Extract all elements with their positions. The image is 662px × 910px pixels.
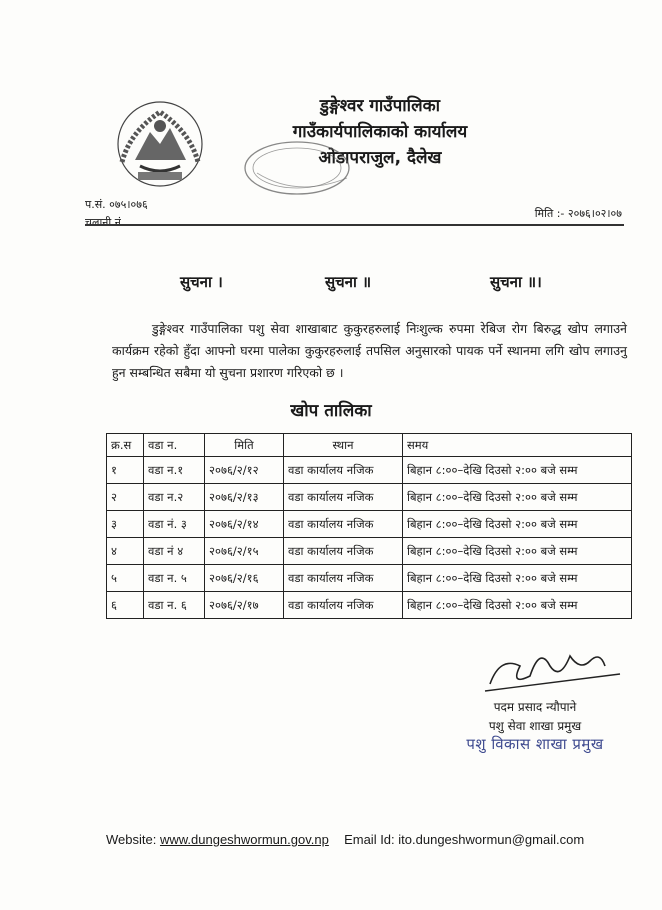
signature-icon bbox=[480, 636, 630, 696]
contact-footer bbox=[106, 832, 584, 847]
cell-date: २०७६/२/१३ bbox=[205, 484, 284, 511]
cell-ward: वडा न. ५ bbox=[144, 565, 205, 592]
website-link[interactable]: www.dungeshwormun.gov.np bbox=[159, 832, 329, 847]
schedule-title: खोप तालिका bbox=[290, 401, 372, 421]
header-serial: क्र.स bbox=[107, 434, 144, 457]
notice-heading-1: सुचना । bbox=[180, 273, 223, 291]
cell-place: वडा कार्यालय नजिक bbox=[284, 538, 403, 565]
document-date: मिति :- २०७६।०२।०७ bbox=[534, 207, 622, 220]
nepal-emblem-icon bbox=[110, 92, 210, 192]
cell-serial: ५ bbox=[107, 565, 144, 592]
notice-heading-2: सुचना ॥ bbox=[325, 273, 372, 291]
table-row bbox=[107, 457, 632, 484]
cell-serial: २ bbox=[107, 484, 144, 511]
cell-ward: वडा न. ६ bbox=[144, 592, 205, 619]
cell-serial: ६ bbox=[107, 592, 144, 619]
table-header-row bbox=[107, 434, 632, 457]
office-seal-icon bbox=[237, 128, 417, 198]
cell-serial: १ bbox=[107, 457, 144, 484]
cell-time: बिहान ८:००–देखि दिउसो २:०० बजे सम्म bbox=[403, 457, 632, 484]
designation-stamp: पशु विकास शाखा प्रमुख bbox=[466, 735, 604, 753]
cell-place: वडा कार्यालय नजिक bbox=[284, 484, 403, 511]
cell-place: वडा कार्यालय नजिक bbox=[284, 511, 403, 538]
cell-date: २०७६/२/१७ bbox=[205, 592, 284, 619]
cell-time: बिहान ८:००–देखि दिउसो २:०० बजे सम्म bbox=[403, 592, 632, 619]
cell-place: वडा कार्यालय नजिक bbox=[284, 565, 403, 592]
email-address[interactable]: ito.dungeshwormun@gmail.com bbox=[398, 832, 585, 847]
website-label: Website: bbox=[106, 832, 157, 847]
cell-ward: वडा नं ४ bbox=[144, 538, 205, 565]
signatory-name: पदम प्रसाद न्यौपाने bbox=[493, 700, 577, 714]
cell-time: बिहान ८:००–देखि दिउसो २:०० बजे सम्म bbox=[403, 538, 632, 565]
cell-time: बिहान ८:००–देखि दिउसो २:०० बजे सम्म bbox=[403, 565, 632, 592]
header-divider bbox=[85, 224, 624, 226]
cell-ward: वडा न.१ bbox=[144, 457, 205, 484]
table-row bbox=[107, 538, 632, 565]
cell-place: वडा कार्यालय नजिक bbox=[284, 457, 403, 484]
vaccination-schedule-table bbox=[106, 433, 632, 619]
signatory-title: पशु सेवा शाखा प्रमुख bbox=[488, 719, 582, 733]
cell-date: २०७६/२/१५ bbox=[205, 538, 284, 565]
notice-body bbox=[112, 318, 627, 384]
cell-ward: वडा न.२ bbox=[144, 484, 205, 511]
header-place: स्थान bbox=[284, 434, 403, 457]
header-ward: वडा न. bbox=[144, 434, 205, 457]
cell-place: वडा कार्यालय नजिक bbox=[284, 592, 403, 619]
cell-date: २०७६/२/१२ bbox=[205, 457, 284, 484]
municipality-name: डुङ्गेश्वर गाउँपालिका bbox=[319, 96, 441, 116]
reference-number: प.सं. ०७५।०७६ bbox=[85, 198, 148, 211]
signatory-block bbox=[440, 698, 630, 736]
cell-serial: ४ bbox=[107, 538, 144, 565]
header-date: मिति bbox=[205, 434, 284, 457]
notice-body-text: डुङ्गेश्वर गाउँपालिका पशु सेवा शाखाबाट कुकुरहरुलाई निःशुल्क रुपमा रेबिज रोग बिरुद्ध खोप लगाउने कार्यक्रम रहेको हुँदा आफ्नो घरमा पालेका कुकुरहरुलाई तपसिल अनुसारको पायक पर्ने स्थानमा लगि खोप लगाउनु हुन सम्बन्धित सबैमा यो सुचना प्रशारण गरिएको छ । bbox=[112, 321, 627, 380]
table-row bbox=[107, 565, 632, 592]
cell-time: बिहान ८:००–देखि दिउसो २:०० बजे सम्म bbox=[403, 511, 632, 538]
notice-headings bbox=[150, 272, 570, 296]
reference-block bbox=[85, 196, 148, 232]
table-row bbox=[107, 592, 632, 619]
office-name: गाउँकार्यपालिकाको कार्यालय bbox=[292, 122, 468, 142]
table-row bbox=[107, 484, 632, 511]
header-time: समय bbox=[403, 434, 632, 457]
email-label: Email Id: bbox=[344, 832, 395, 847]
cell-serial: ३ bbox=[107, 511, 144, 538]
cell-time: बिहान ८:००–देखि दिउसो २:०० बजे सम्म bbox=[403, 484, 632, 511]
table-row bbox=[107, 511, 632, 538]
cell-date: २०७६/२/१४ bbox=[205, 511, 284, 538]
notice-heading-3: सुचना ॥। bbox=[490, 273, 542, 291]
office-address: ओडापराजुल, दैलेख bbox=[318, 148, 442, 168]
cell-ward: वडा नं. ३ bbox=[144, 511, 205, 538]
dispatch-number: चलानी नं. bbox=[85, 216, 125, 229]
cell-date: २०७६/२/१६ bbox=[205, 565, 284, 592]
